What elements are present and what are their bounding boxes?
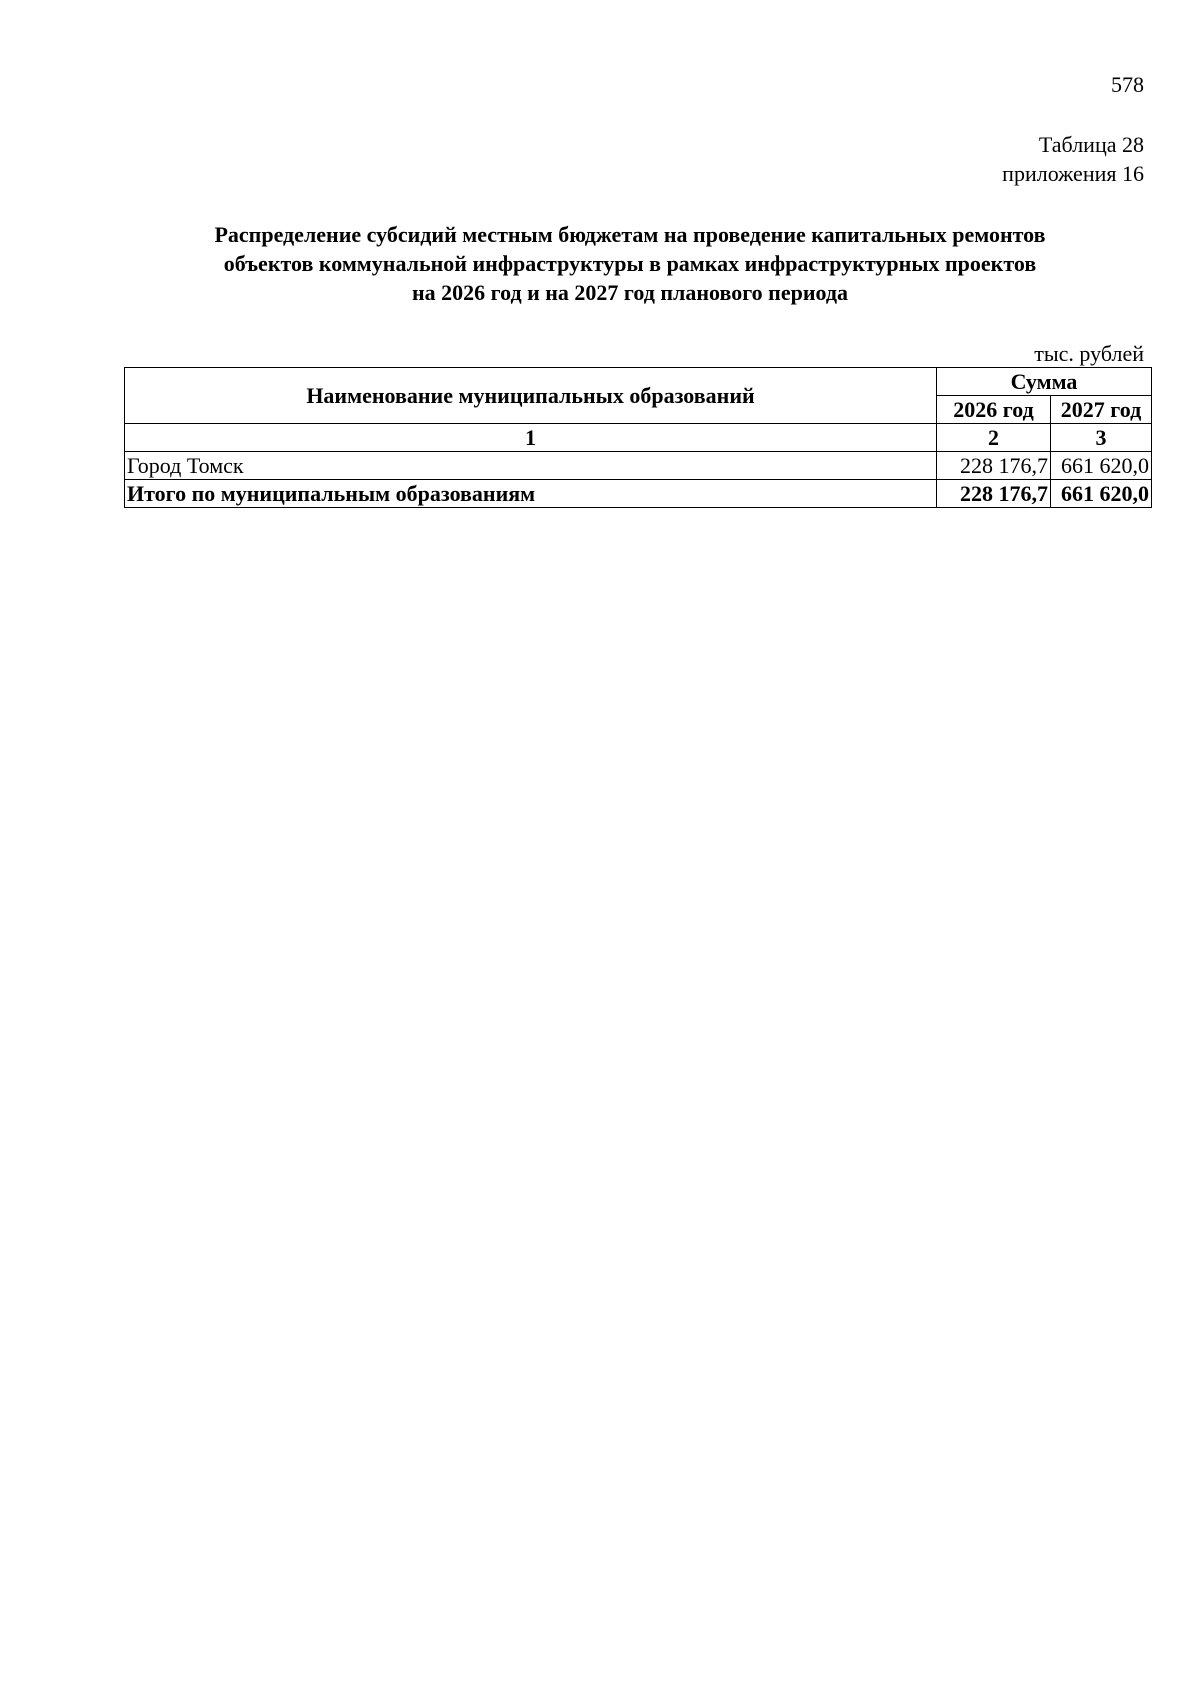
column-number-row [125,424,1152,452]
column-number-3: 3 [1051,424,1152,452]
column-number-2: 2 [937,424,1051,452]
table-reference-line-1: Таблица 28 [1038,132,1144,157]
row-2027-cell: 661 620,0 [1051,452,1152,480]
row-name-cell: Город Томск [125,452,937,480]
total-2027-cell: 661 620,0 [1051,480,1152,508]
column-number-1: 1 [125,424,937,452]
total-name-cell: Итого по муниципальным образованиям [125,480,937,508]
total-row [125,480,1152,508]
row-2026-cell: 228 176,7 [937,452,1051,480]
document-title-line-2: объектов коммунальной инфраструктуры в рамках инфраструктурных проектов [223,251,1037,276]
header-sum-cell: Сумма [937,368,1152,396]
header-year-2026-cell: 2026 год [937,396,1051,424]
header-name-cell: Наименование муниципальных образований [125,368,937,424]
document-title-line-3: на 2026 год и на 2027 год планового периода [411,280,849,305]
table-header-row-1 [125,368,1152,396]
table-reference [1002,130,1144,188]
document-title [0,220,1200,307]
units-label: тыс. рублей [1034,341,1144,366]
subsidies-table [124,367,1152,508]
document-title-line-1: Распределение субсидий местным бюджетам на проведение капитальных ремонтов [214,222,1046,247]
table-reference-line-2: приложения 16 [1002,161,1144,186]
total-2026-cell: 228 176,7 [937,480,1051,508]
table-row [125,452,1152,480]
header-year-2027-cell: 2027 год [1051,396,1152,424]
page-number: 578 [1111,72,1144,97]
